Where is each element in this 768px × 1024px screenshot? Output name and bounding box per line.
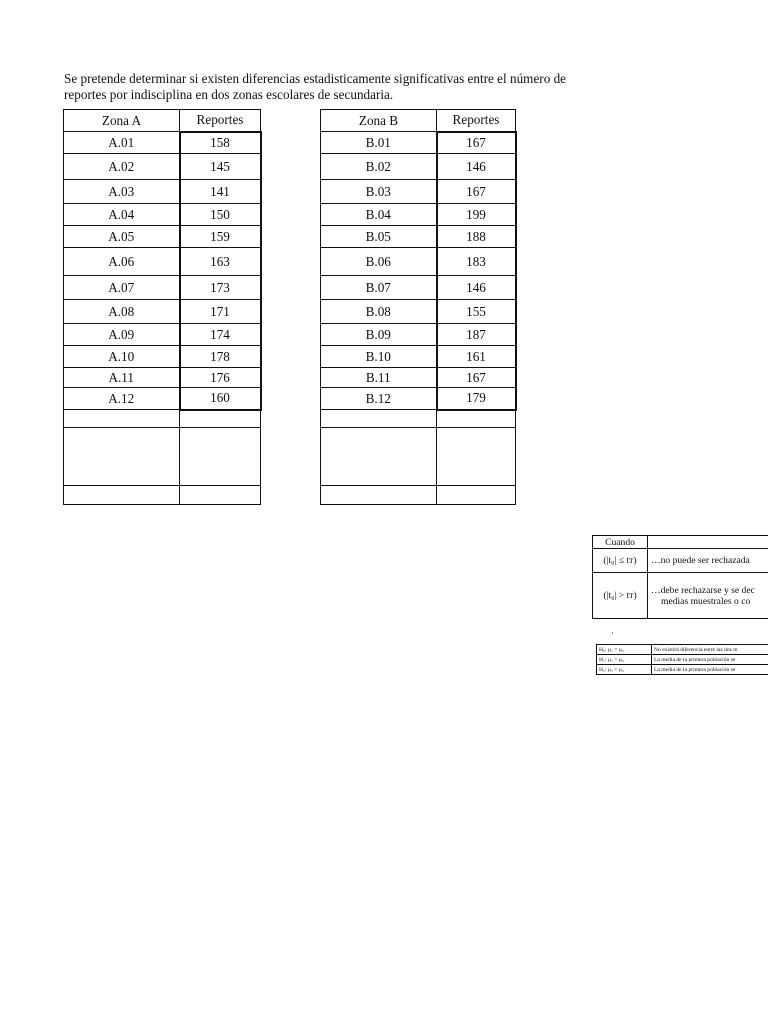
decision-table <box>592 535 768 619</box>
zone-a-label-cell: A.12 <box>64 388 180 410</box>
zone-b-value-cell: 167 <box>437 180 516 204</box>
zone-b-label-cell: B.04 <box>321 204 437 226</box>
zone-b-empty-cell <box>321 410 437 428</box>
zone-a-empty-cell <box>64 486 180 505</box>
hypotheses-table-container <box>596 644 768 682</box>
zone-b-label-cell: B.11 <box>321 368 437 388</box>
zone-a-value-cell: 141 <box>180 180 261 204</box>
intro-line-1: Se pretende determinar si existen diferencias estadisticamente significativas entre el número de <box>64 71 567 86</box>
decision-header: Cuando <box>593 536 648 549</box>
zone-b-label-cell: B.09 <box>321 324 437 346</box>
zone-a-label-cell: A.02 <box>64 154 180 180</box>
zone-a-value-cell: 150 <box>180 204 261 226</box>
zone-a-value-cell: 178 <box>180 346 261 368</box>
zone-a-value-cell: 174 <box>180 324 261 346</box>
zone-a-header: Zona A <box>64 110 180 132</box>
decision-condition: (|t₀| > tᴛ) <box>593 573 648 619</box>
zone-a-label-cell: A.09 <box>64 324 180 346</box>
zone-b-empty-cell <box>437 410 516 428</box>
zone-a-value-cell: 163 <box>180 248 261 276</box>
hypothesis-label: H₀: μ₁ = μ₂ <box>597 645 652 655</box>
zone-b-label-cell: B.07 <box>321 276 437 300</box>
zone-b-label-cell: B.03 <box>321 180 437 204</box>
hypothesis-label: H₁: μ₁ > μ₂ <box>597 655 652 665</box>
zone-b-value-cell: 155 <box>437 300 516 324</box>
zone-a-label-cell: A.04 <box>64 204 180 226</box>
hypothesis-text: La media de la primera población se <box>652 665 768 675</box>
zone-b-label-cell: B.01 <box>321 132 437 154</box>
zone-b-empty-cell <box>437 486 516 505</box>
decision-table-container <box>592 535 768 627</box>
zone-b-value-cell: 167 <box>437 132 516 154</box>
zone-b-header: Zona B <box>321 110 437 132</box>
decision-text-multiline <box>648 573 768 619</box>
zone-b-label-cell: B.05 <box>321 226 437 248</box>
zone-b-value-cell: 183 <box>437 248 516 276</box>
zone-b-label-cell: B.08 <box>321 300 437 324</box>
zone-b-empty-cell <box>321 428 437 486</box>
zone-a-label-cell: A.03 <box>64 180 180 204</box>
zone-a-value-cell: 160 <box>180 388 261 410</box>
zone-a-empty-cell <box>180 410 261 428</box>
zone-a-label-cell: A.01 <box>64 132 180 154</box>
zone-b-value-cell: 161 <box>437 346 516 368</box>
zone-a-label-cell: A.08 <box>64 300 180 324</box>
zone-b-value-cell: 179 <box>437 388 516 410</box>
zone-b-table <box>320 109 517 505</box>
zone-a-value-cell: 145 <box>180 154 261 180</box>
zone-a-reportes-header: Reportes <box>180 110 261 132</box>
zone-b-label-cell: B.06 <box>321 248 437 276</box>
zone-a-value-cell: 176 <box>180 368 261 388</box>
hypothesis-text: La media de la primera población se <box>652 655 768 665</box>
zone-b-label-cell: B.12 <box>321 388 437 410</box>
decision-text: …no puede ser rechazada <box>648 549 768 573</box>
intro-text <box>64 71 624 103</box>
zone-a-label-cell: A.11 <box>64 368 180 388</box>
zone-a-label-cell: A.07 <box>64 276 180 300</box>
zone-b-label-cell: B.10 <box>321 346 437 368</box>
intro-line-2: reportes por indisciplina en dos zonas escolares de secundaria. <box>64 87 394 102</box>
zone-b-value-cell: 187 <box>437 324 516 346</box>
zone-a-value-cell: 173 <box>180 276 261 300</box>
zone-a-label-cell: A.06 <box>64 248 180 276</box>
zone-b-value-cell: 146 <box>437 276 516 300</box>
zone-b-value-cell: 167 <box>437 368 516 388</box>
hypothesis-text: No existirá diferencia entre las dos m <box>652 645 768 655</box>
zone-b-value-cell: 199 <box>437 204 516 226</box>
zone-a-table <box>63 109 262 505</box>
zone-b-reportes-header: Reportes <box>437 110 516 132</box>
decision-text-line-2: medias muestrales o co <box>661 595 751 607</box>
decision-text-line-1: …debe rechazarse y se dec <box>651 584 755 596</box>
zone-b-value-cell: 146 <box>437 154 516 180</box>
zone-b-empty-cell <box>437 428 516 486</box>
zone-a-value-cell: 171 <box>180 300 261 324</box>
zone-b-label-cell: B.02 <box>321 154 437 180</box>
zone-b-empty-cell <box>321 486 437 505</box>
zone-a-empty-cell <box>64 410 180 428</box>
hypotheses-table <box>596 644 768 675</box>
zone-a-empty-cell <box>64 428 180 486</box>
dot-mark: · <box>611 628 614 638</box>
zone-a-label-cell: A.10 <box>64 346 180 368</box>
zone-a-label-cell: A.05 <box>64 226 180 248</box>
decision-condition: (|t₀| ≤ tᴛ) <box>593 549 648 573</box>
zone-a-value-cell: 158 <box>180 132 261 154</box>
zone-a-empty-cell <box>180 486 261 505</box>
zone-a-empty-cell <box>180 428 261 486</box>
zone-b-value-cell: 188 <box>437 226 516 248</box>
hypothesis-label: H₁: μ₁ < μ₂ <box>597 665 652 675</box>
zone-a-value-cell: 159 <box>180 226 261 248</box>
decision-header-empty <box>648 536 768 549</box>
